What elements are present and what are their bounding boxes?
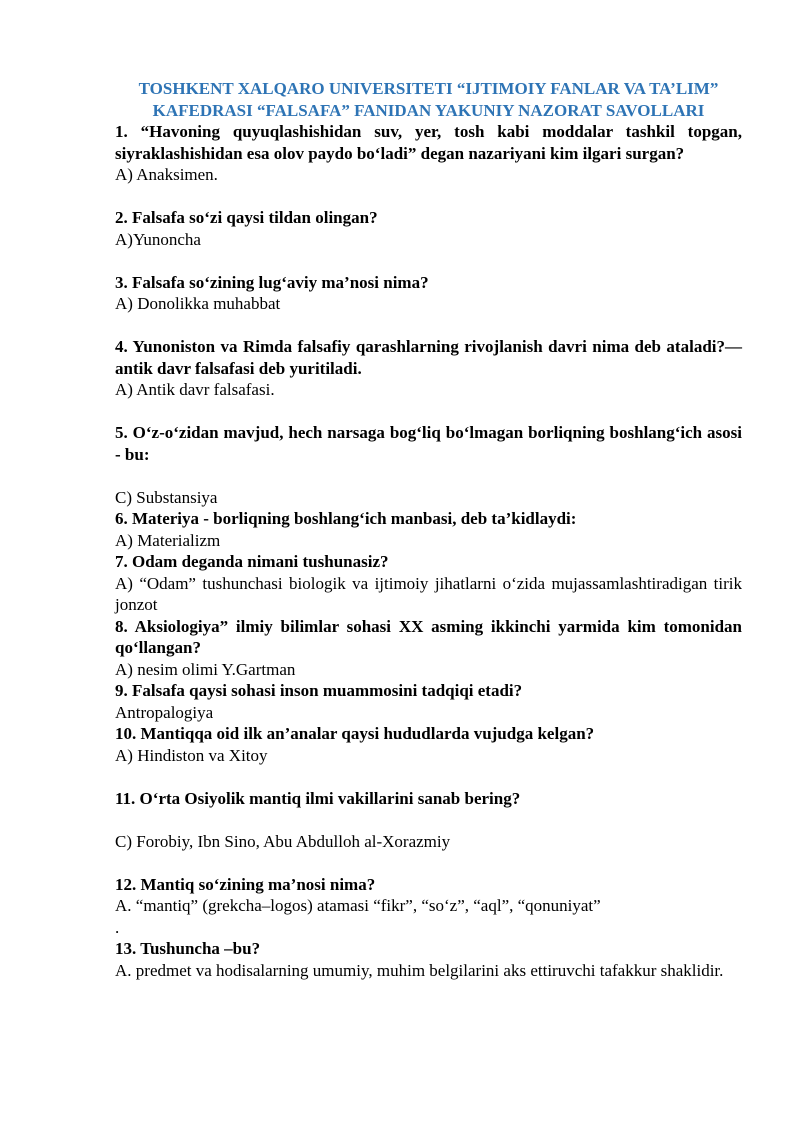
question-1: 1. “Havoning quyuqlashishidan suv, yer, tosh kabi moddalar tashkil topgan, siyraklashishidan esa olov paydo bo‘ladi” degan nazariyani kim ilgari surgan? xyxy=(115,122,742,163)
spacer xyxy=(115,315,742,337)
answer-12: A. “mantiq” (grekcha–logos) atamasi “fikr”, “so‘z”, “aql”, “qonuniyat” xyxy=(115,896,601,915)
question-2: 2. Falsafa so‘zi qaysi tildan olingan? xyxy=(115,208,378,227)
question-11: 11. O‘rta Osiyolik mantiq ilmi vakillarini sanab bering? xyxy=(115,788,521,808)
answer-2: A)Yunoncha xyxy=(115,229,201,249)
question-4: 4. Yunoniston va Rimda falsafiy qarashlarning rivojlanish davri nima deb ataladi?— antik davr falsafasi deb yuritiladi. xyxy=(115,337,742,378)
spacer xyxy=(115,766,742,788)
question-9: 9. Falsafa qaysi sohasi inson muammosini tadqiqi etadi? xyxy=(115,681,523,700)
answer-4: A) Antik davr falsafasi. xyxy=(115,380,275,399)
spacer xyxy=(115,852,742,874)
answer-8: A) nesim olimi Y.Gartman xyxy=(115,659,296,679)
question-12: 12. Mantiq so‘zining ma’nosi nima? xyxy=(115,874,376,894)
answer-9: Antropalogiya xyxy=(115,702,214,722)
answer-13: A. predmet va hodisalarning umumiy, muhim belgilarini aks ettiruvchi tafakkur shaklidir. xyxy=(115,960,724,980)
answer-10: A) Hindiston va Xitoy xyxy=(115,745,268,765)
document-title: TOSHKENT XALQARO UNIVERSITETI “IJTIMOIY FANLAR VA TA’LIM” KAFEDRASI “FALSAFA” FANIDAN YAKUNIY NAZORAT SAVOLLARI xyxy=(138,79,719,120)
question-6: 6. Materiya - borliqning boshlang‘ich manbasi, deb ta’kidlaydi: xyxy=(115,509,577,528)
stray-period: . xyxy=(115,917,120,937)
answer-11: C) Forobiy, Ibn Sino, Abu Abdulloh al-Xorazmiy xyxy=(115,831,451,851)
spacer xyxy=(115,401,742,423)
answer-3: A) Donolikka muhabbat xyxy=(115,294,281,313)
answer-1: A) Anaksimen. xyxy=(115,165,218,184)
answer-7: A) “Odam” tushunchasi biologik va ijtimoiy jihatlarni o‘zida mujassamlashtiradigan tirik jonzot xyxy=(115,573,742,614)
question-8: 8. Aksiologiya” ilmiy bilimlar sohasi XX asming ikkinchi yarmida kim tomonidan qo‘llangan? xyxy=(115,616,742,657)
document-page xyxy=(115,78,742,981)
spacer xyxy=(115,465,742,487)
question-7: 7. Odam deganda nimani tushunasiz? xyxy=(115,552,389,571)
answer-6: A) Materializm xyxy=(115,530,221,550)
spacer xyxy=(115,186,742,208)
spacer xyxy=(115,250,742,272)
question-5: 5. O‘z-o‘zidan mavjud, hech narsaga bog‘liq bo‘lmagan borliqning boshlang‘ich asosi - bu: xyxy=(115,423,742,464)
question-13: 13. Tushuncha –bu? xyxy=(115,939,261,958)
spacer xyxy=(115,809,742,831)
question-10: 10. Mantiqqa oid ilk an’analar qaysi hududlarda vujudga kelgan? xyxy=(115,724,595,743)
question-3: 3. Falsafa so‘zining lug‘aviy ma’nosi nima? xyxy=(115,272,429,292)
answer-5: C) Substansiya xyxy=(115,487,218,507)
